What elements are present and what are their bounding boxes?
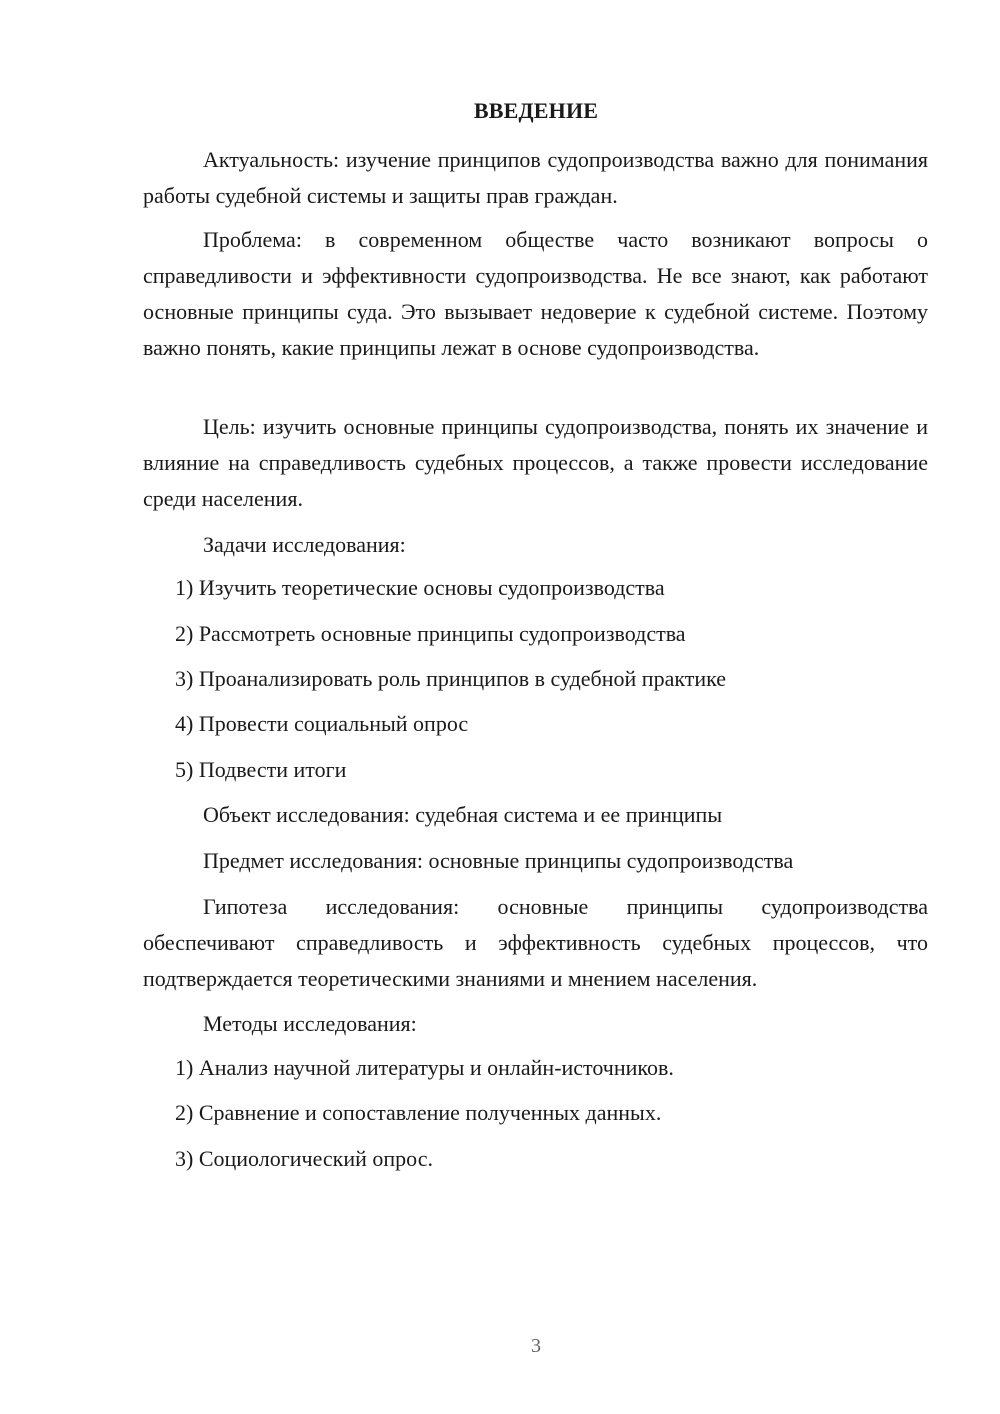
page-number: 3 <box>531 1335 541 1357</box>
task-item: 3) Проанализировать роль принципов в судебной практике <box>175 666 727 691</box>
method-item: 2) Сравнение и сопоставление полученных данных. <box>175 1100 662 1125</box>
paragraph-hypothesis: Гипотеза исследования: основные принципы судопроизводства обеспечивают справедливость и эффективность судебных процессов, что подтверждается теоретическими знаниями и мнением населения. <box>143 894 928 991</box>
section-heading: ВВЕДЕНИЕ <box>473 98 599 123</box>
task-item: 1) Изучить теоретические основы судопроизводства <box>175 575 665 600</box>
paragraph-relevance: Актуальность: изучение принципов судопроизводства важно для понимания работы судебной системы и защиты прав граждан. <box>143 147 928 208</box>
method-item: 1) Анализ научной литературы и онлайн-источников. <box>175 1055 674 1080</box>
task-item: 2) Рассмотреть основные принципы судопроизводства <box>175 621 686 646</box>
tasks-title: Задачи исследования: <box>203 532 406 557</box>
research-object: Объект исследования: судебная система и ее принципы <box>203 802 723 827</box>
paragraph-goal: Цель: изучить основные принципы судопроизводства, понять их значение и влияние на справедливость судебных процессов, а также провести исследование среди населения. <box>143 414 928 511</box>
task-item: 5) Подвести итоги <box>175 757 347 782</box>
methods-title: Методы исследования: <box>203 1011 417 1036</box>
task-item: 4) Провести социальный опрос <box>175 711 469 736</box>
method-item: 3) Социологический опрос. <box>175 1146 433 1171</box>
research-subject: Предмет исследования: основные принципы судопроизводства <box>203 848 794 873</box>
paragraph-problem: Проблема: в современном обществе часто возникают вопросы о справедливости и эффективности судопроизводства. Не все знают, как работают основные принципы суда. Это вызывает недоверие к судебной системе. Поэтому важно понять, какие принципы лежат в основе судопроизводства. <box>143 227 928 360</box>
